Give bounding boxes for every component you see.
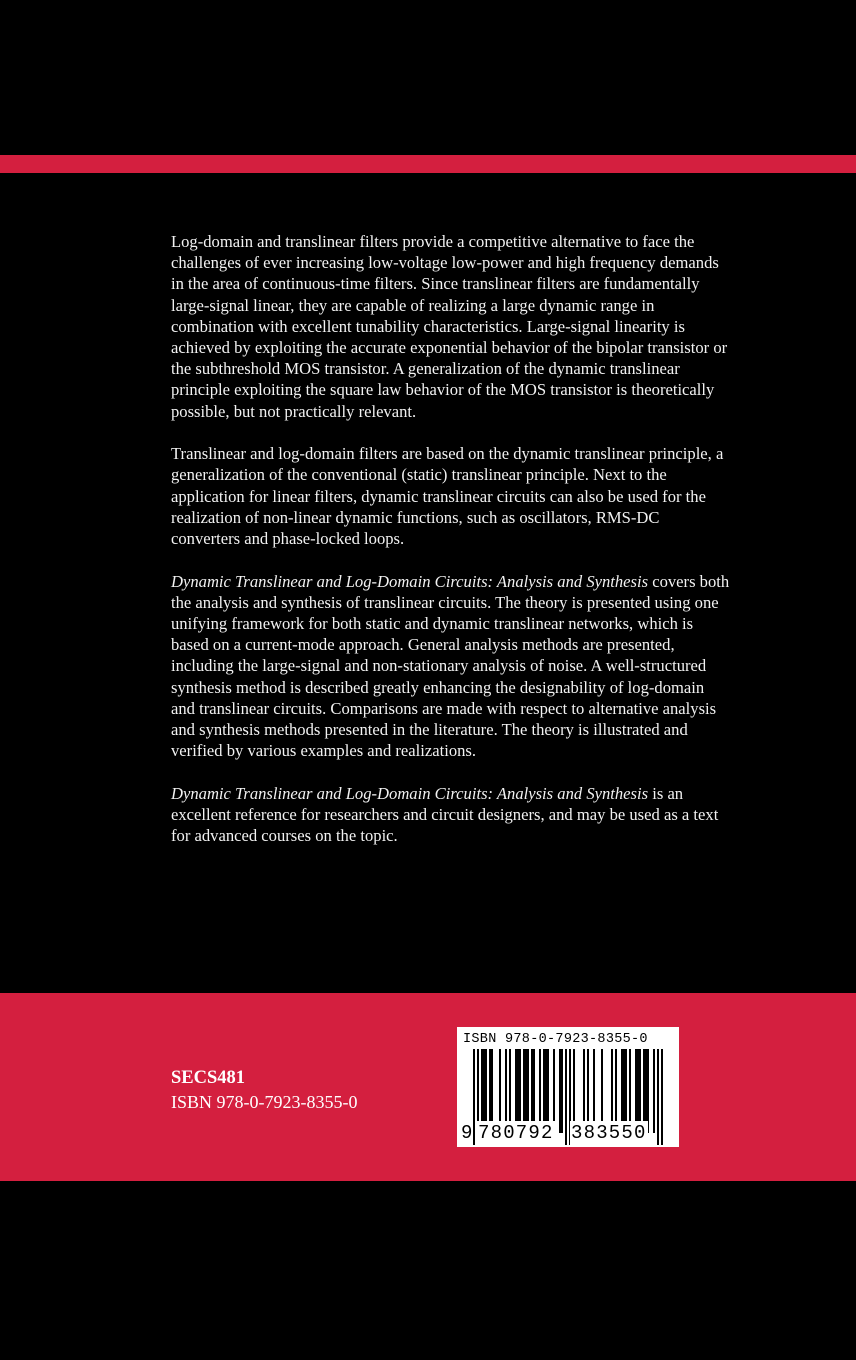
blurb-paragraph-3-body: covers both the analysis and synthesis of translinear circuits. The theory is presented using one unifying framework for both static and dynamic translinear networks, which is based on a current-mode approach. General analysis methods are presented, including the large-signal and non-stationary analysis of noise. A well-structured synthesis method is described greatly enhancing the designability of log-domain and translinear circuits. Comparisons are made with respect to alternative analysis and synthesis methods presented in the literature. The theory is illustrated and verified by various examples and realizations. (171, 571, 730, 761)
blurb-paragraph-4-body: is an excellent reference for researchers and circuit designers, and may be used as a text for advanced courses on the topic. (171, 783, 719, 846)
barcode-digits (457, 1121, 679, 1145)
blurb-paragraph-1: Log-domain and translinear filters provide a competitive alternative to face the challenges of ever increasing low-voltage low-power and high frequency demands in the area of continuous-time filters. Since translinear filters are fundamentally large-signal linear, they are capable of realizing a large dynamic range in combination with excellent tunability characteristics. Large-signal linearity is achieved by exploiting the accurate exponential behavior of the bipolar transistor or the subthreshold MOS transistor. A generalization of the dynamic translinear principle exploiting the square law behavior of the MOS transistor is theoretically possible, but not practically relevant. (171, 232, 728, 421)
book-title-italic: Dynamic Translinear and Log-Domain Circuits: Analysis and Synthesis (171, 783, 649, 803)
barcode-left-digits: 780792 (478, 1122, 554, 1144)
barcode-isbn-label: ISBN 978-0-7923-8355-0 (463, 1032, 648, 1047)
barcode-first-digit: 9 (461, 1122, 473, 1144)
bottom-accent-band (0, 993, 856, 1181)
back-cover-blurb (171, 231, 731, 868)
isbn-barcode (457, 1027, 679, 1147)
blurb-paragraph-4 (171, 783, 731, 847)
book-title-italic: Dynamic Translinear and Log-Domain Circuits: Analysis and Synthesis (171, 571, 649, 591)
blurb-paragraph-2: Translinear and log-domain filters are based on the dynamic translinear principle, a generalization of the conventional (static) translinear principle. Next to the application for linear filters, dynamic translinear circuits can also be used for the realization of non-linear dynamic functions, such as oscillators, RMS-DC converters and phase-locked loops. (171, 444, 724, 549)
barcode-right-digits: 383550 (571, 1122, 647, 1144)
top-accent-stripe (0, 155, 856, 173)
series-code: SECS481 (171, 1068, 246, 1088)
blurb-paragraph-3 (171, 571, 731, 762)
isbn-text: ISBN 978-0-7923-8355-0 (171, 1092, 358, 1112)
